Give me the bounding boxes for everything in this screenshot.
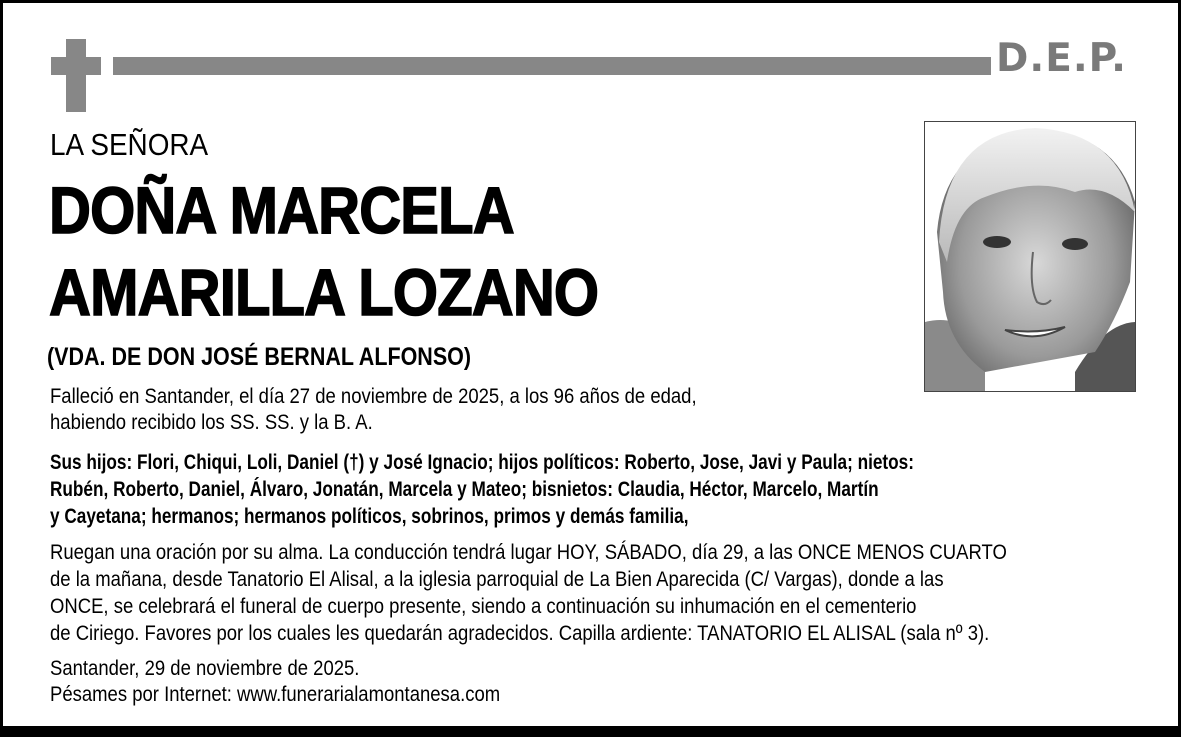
family-line2: Rubén, Roberto, Daniel, Álvaro, Jonatán, Marcela y Mateo; bisnietos: Claudia, Héctor, Marcelo, Martín — [50, 477, 879, 501]
dep-label: D.E.P. — [996, 36, 1127, 81]
service-line4: de Ciriego. Favores por los cuales les quedarán agradecidos. Capilla ardiente: TANATORIO EL ALISAL (sala nº 3). — [50, 621, 990, 645]
portrait-photo — [924, 121, 1136, 392]
family-line3: y Cayetana; hermanos; hermanos políticos, sobrinos, primos y demás familia, — [50, 504, 689, 528]
condolences-link: Pésames por Internet: www.funerarialamontanesa.com — [50, 682, 501, 706]
cross-icon — [66, 39, 86, 112]
portrait-image — [925, 122, 1136, 392]
death-info-line1: Falleció en Santander, el día 27 de noviembre de 2025, a los 96 años de edad, — [50, 384, 697, 408]
header-rule — [113, 57, 991, 75]
deceased-name-line2: AMARILLA LOZANO — [49, 255, 599, 329]
family-line1: Sus hijos: Flori, Chiqui, Loli, Daniel (†) y José Ignacio; hijos políticos: Roberto, Jose, Javi y Paula; nietos: — [50, 450, 914, 474]
death-info-line2: habiendo recibido los SS. SS. y la B. A. — [50, 410, 373, 434]
deceased-name-line1: DOÑA MARCELA — [49, 173, 514, 247]
place-date: Santander, 29 de noviembre de 2025. — [50, 656, 360, 680]
service-line2: de la mañana, desde Tanatorio El Alisal, a la iglesia parroquial de La Bien Aparecida (C/ Vargas), donde a las — [50, 567, 944, 591]
service-line1: Ruegan una oración por su alma. La conducción tendrá lugar HOY, SÁBADO, día 29, a las ONCE MENOS CUARTO — [50, 540, 1007, 564]
cross-icon-arm — [51, 57, 101, 75]
honorific-title: LA SEÑORA — [50, 127, 209, 162]
widow-of: (VDA. DE DON JOSÉ BERNAL ALFONSO) — [47, 343, 472, 371]
service-line3: ONCE, se celebrará el funeral de cuerpo presente, siendo a continuación su inhumación en el cementerio — [50, 594, 917, 618]
